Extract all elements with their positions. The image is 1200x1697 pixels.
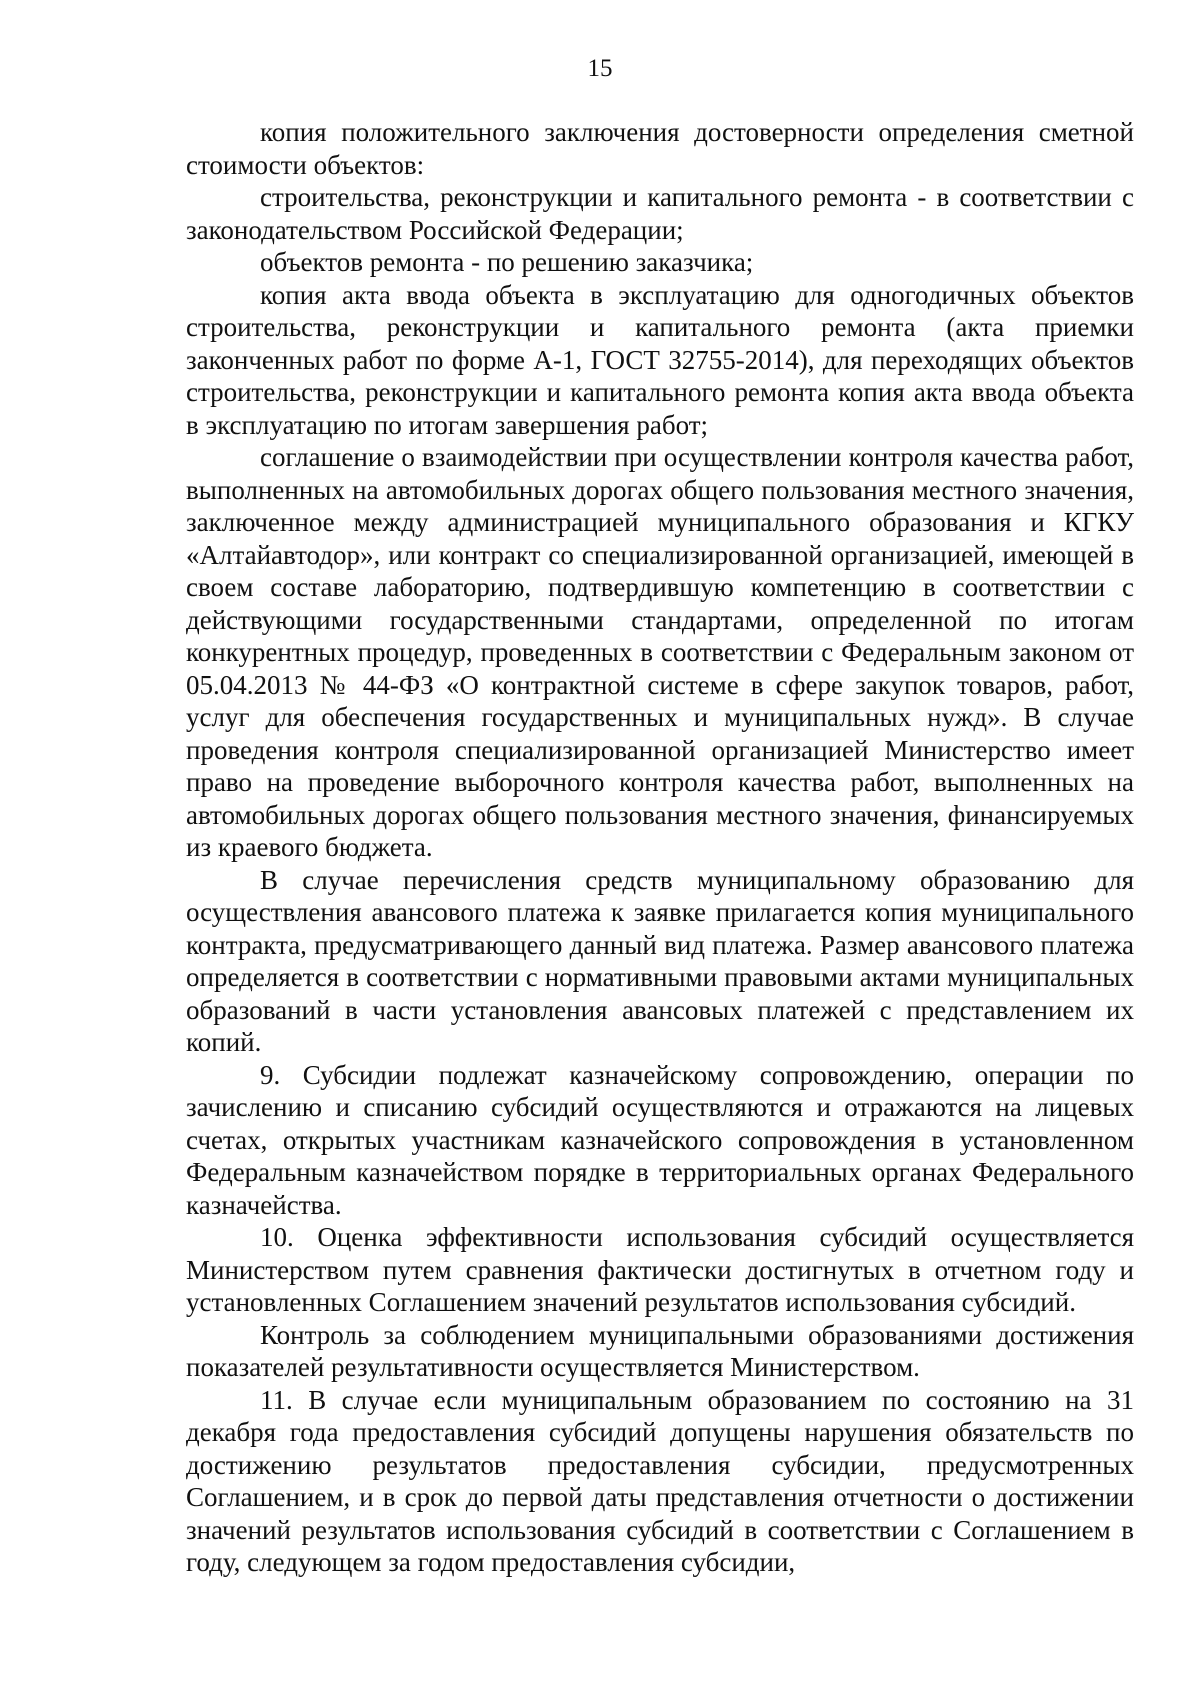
paragraph: копия положительного заключения достоверности определения сметной стоимости объектов: [186,117,1134,180]
paragraph: 10. Оценка эффективности использования субсидий осуществляется Министерством путем сравнения фактически достигнутых в отчетном году и установленных Соглашением значений результатов использования субсидий. [186,1222,1134,1317]
paragraph: В случае перечисления средств муниципальному образованию для осуществления авансового платежа к заявке прилагается копия муниципального контракта, предусматривающего данный вид платежа. Размер авансового платежа определяется в соответствии с нормативными правовыми актами муниципальных образований в части установления авансовых платежей с представлением их копий. [186,864,1134,1057]
paragraph: объектов ремонта - по решению заказчика; [260,247,754,277]
paragraph: строительства, реконструкции и капитального ремонта - в соответствии с законодательством Российской Федерации; [186,182,1134,245]
paragraph: 9. Субсидии подлежат казначейскому сопровождению, операции по зачислению и списанию субсидий осуществляются и отражаются на лицевых счетах, открытых участникам казначейского сопровождения в установленном Федеральным казначейством порядке в территориальных органах Федерального казначейства. [186,1059,1134,1220]
paragraph: копия акта ввода объекта в эксплуатацию для одногодичных объектов строительства, реконструкции и капитального ремонта (акта приемки законченных работ по форме А-1, ГОСТ 32755-2014), для переходящих объектов строительства, реконструкции и капитального ремонта копия акта ввода объекта в эксплуатацию по итогам завершения работ; [186,279,1134,440]
paragraph: соглашение о взаимодействии при осуществлении контроля качества работ, выполненных на автомобильных дорогах общего пользования местного значения, заключенное между администрацией муниципального образования и КГКУ «Алтайавтодор», или контракт со специализированной организацией, имеющей в своем составе лабораторию, подтвердившую компетенцию в соответствии с действующими государственными стандартами, определенной по итогам конкурентных процедур, проведенных в соответствии с Федеральным законом от 05.04.2013 № 44-ФЗ «О контрактной системе в сфере закупок товаров, работ, услуг для обеспечения государственных и муниципальных нужд». В случае проведения контроля специализированной организацией Министерство имеет право на проведение выборочного контроля качества работ, выполненных на автомобильных дорогах общего пользования местного значения, финансируемых из краевого бюджета. [186,442,1134,862]
paragraph: Контроль за соблюдением муниципальными образованиями достижения показателей результативности осуществляется Министерством. [186,1319,1134,1382]
document-body [186,116,1134,1579]
page-number: 15 [587,55,613,82]
paragraph: 11. В случае если муниципальным образованием по состоянию на 31 декабря года предоставления субсидий допущены нарушения обязательств по достижению результатов предоставления субсидии, предусмотренных Соглашением, и в срок до первой даты представления отчетности о достижении значений результатов использования субсидий в соответствии с Соглашением в году, следующем за годом предоставления субсидии, [186,1384,1134,1577]
